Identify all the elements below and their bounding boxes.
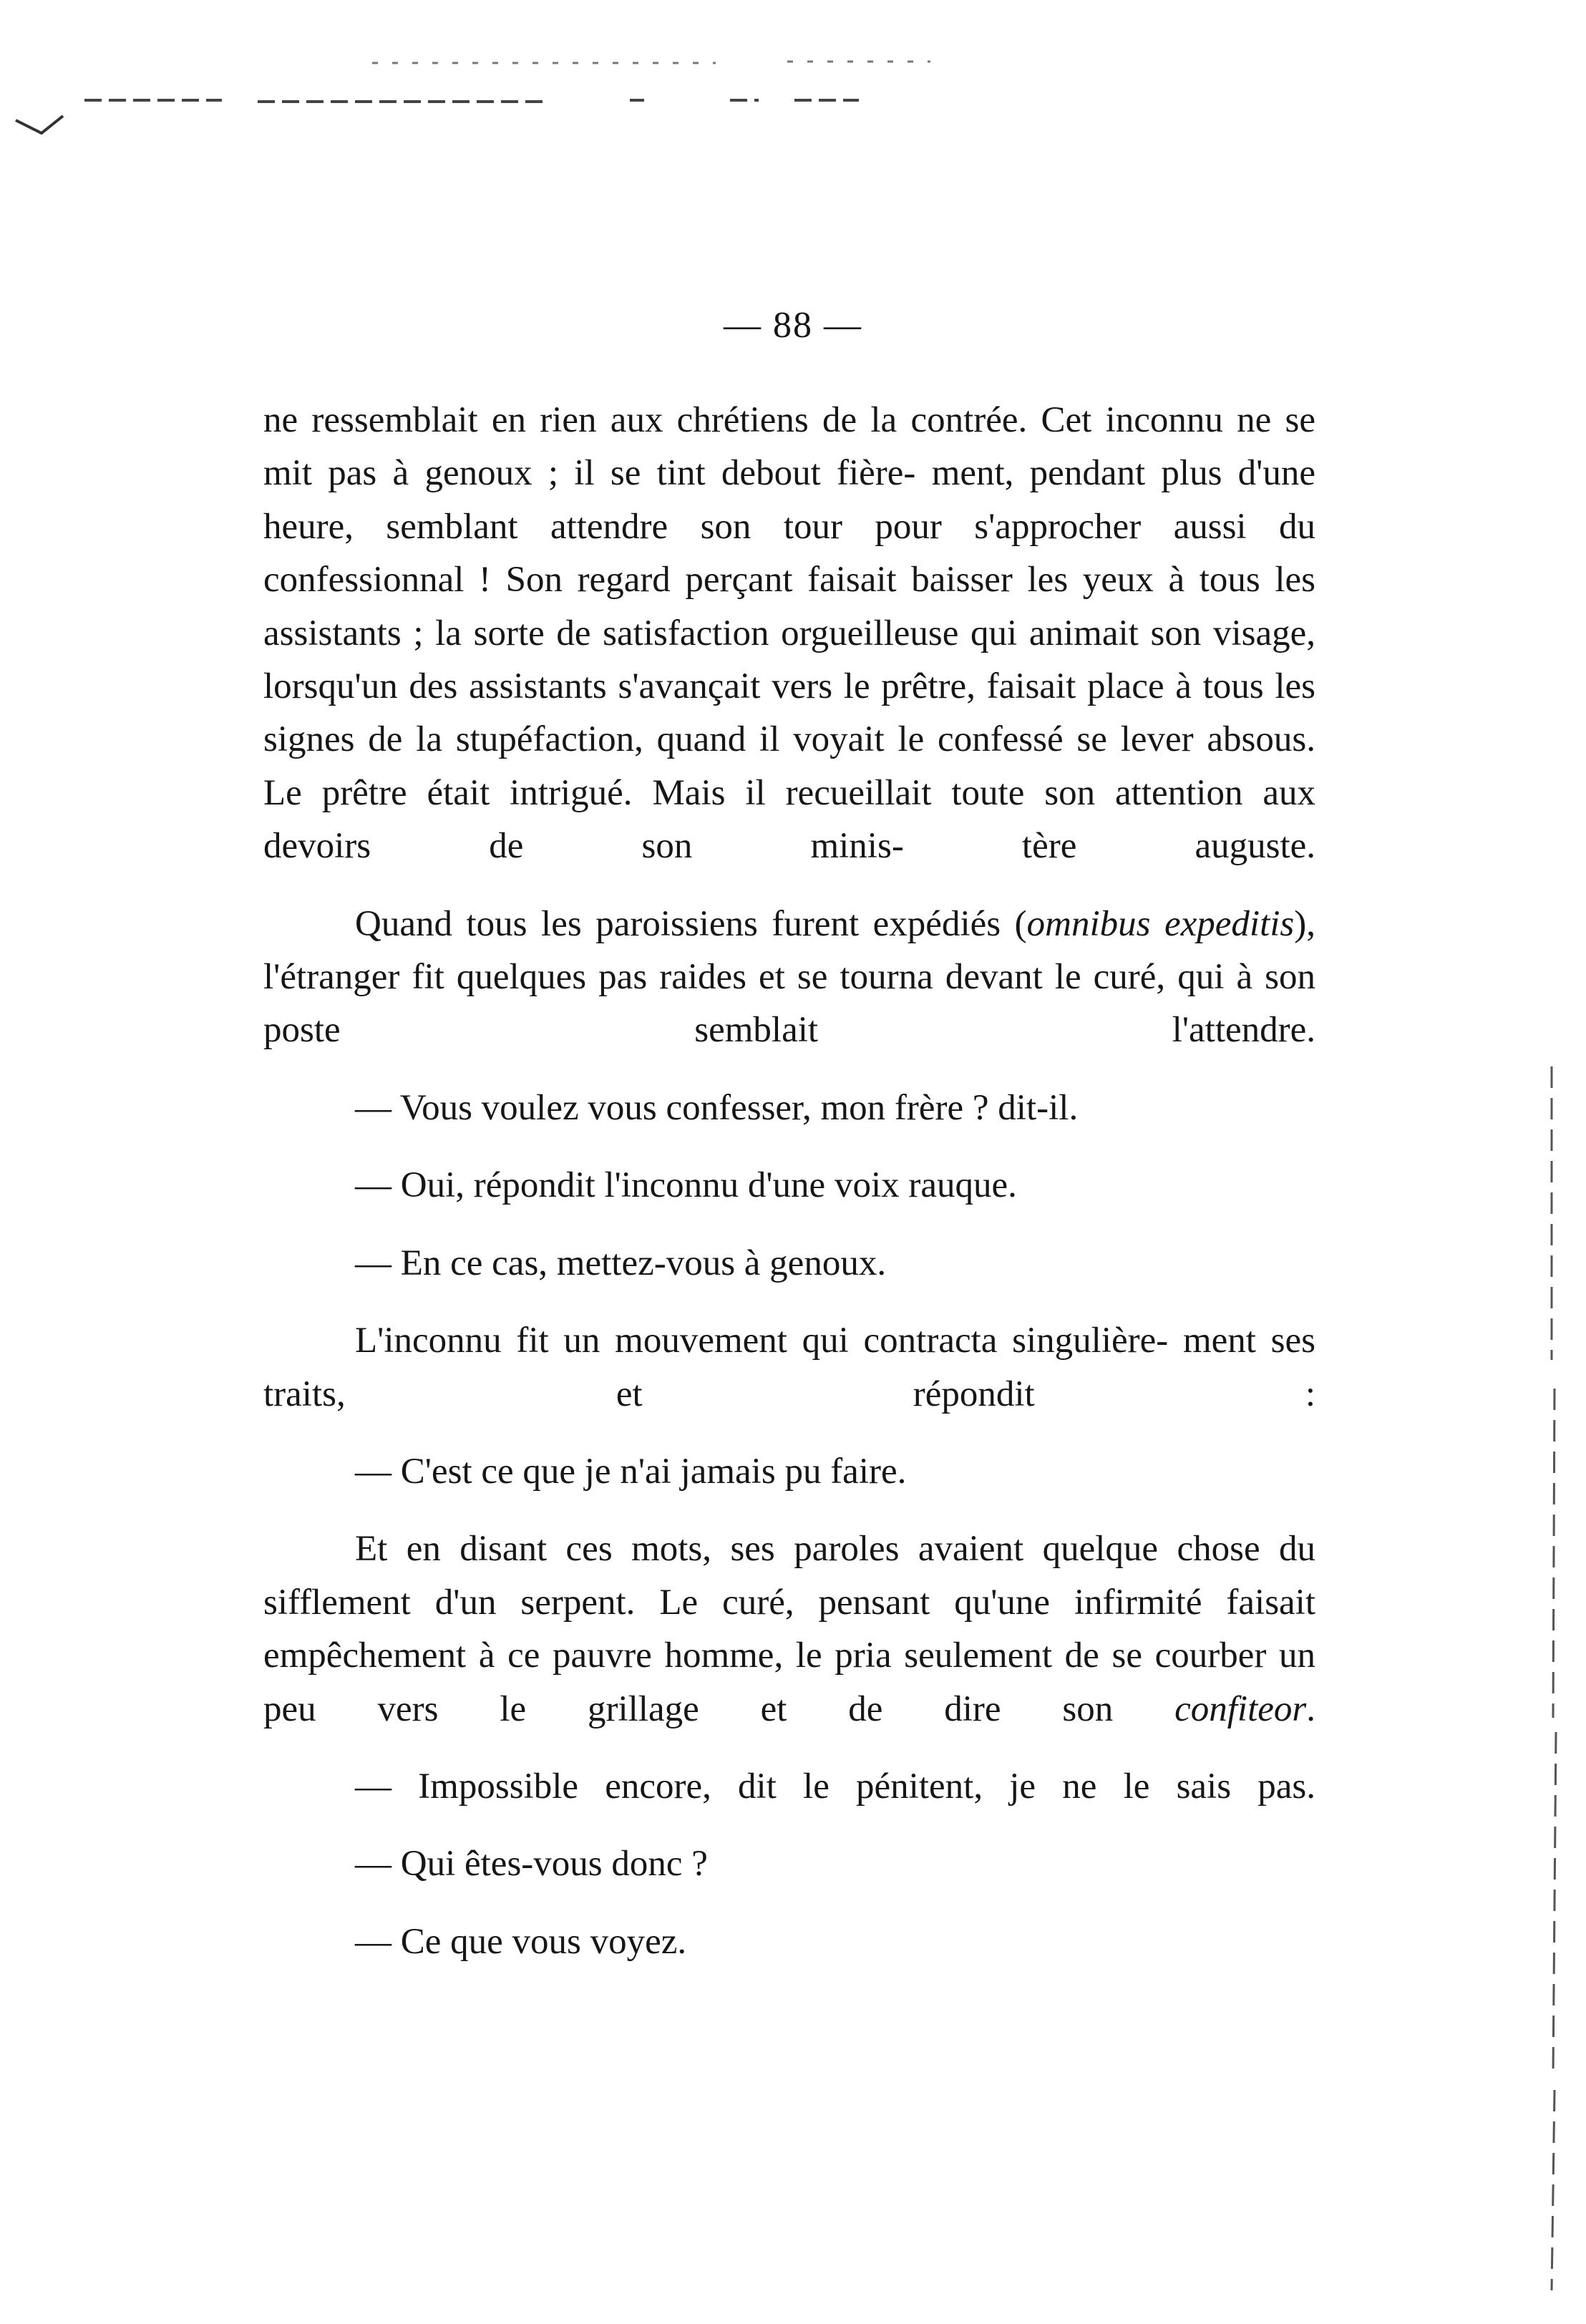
text-line: . [1306, 1688, 1315, 1729]
text-line: inconnu ne se mit pas à genoux ; il se tint debout fière- [263, 400, 1315, 494]
latin-italic: omnibus [1026, 903, 1151, 944]
text-line: chose du sifflement d'un serpent. Le curé, pensant qu'une [263, 1529, 1316, 1623]
scan-tick-mark [16, 116, 63, 133]
text-line: il recueillait toute son attention aux devoirs de son minis- [263, 772, 1316, 867]
paragraph-impossible [263, 1760, 1315, 1813]
paragraph-continuation [263, 394, 1315, 873]
text-line: tour pour s'approcher aussi du confessionnal ! Son regard [263, 506, 1315, 601]
text-line: sorte de satisfaction orgueilleuse qui animait son visage, [473, 613, 1316, 653]
text-line: lorsqu'un des assistants s'avançait vers le prêtre, faisait [263, 666, 1076, 707]
text-line: le confessé se lever absous. Le prêtre était intrigué. Mais [263, 719, 1316, 813]
scan-top-dots [372, 62, 930, 63]
text-line: ment, pendant plus d'une heure, semblant attendre son [263, 453, 1316, 547]
text-line: perçant faisait baisser les yeux à tous les assistants ; la [263, 560, 1316, 653]
paragraph-expedies [263, 898, 1315, 1057]
text-line: infirmité faisait empêchement à ce pauvre homme, le pria [263, 1582, 1316, 1676]
dialogue-line: — Vous voulez vous confesser, mon frère ? dit-il. [355, 1087, 1079, 1128]
text-line: L'inconnu fit un mouvement qui contracta singulière- [355, 1321, 1169, 1361]
text-line: place à tous les signes de la stupéfaction, quand il voyait [263, 666, 1316, 760]
text-line: devant le curé, qui à son poste semblait l'attendre. [263, 957, 1316, 1051]
dialogue-line: — Ce que vous voyez. [355, 1921, 687, 1962]
text-line: seulement de se courber un peu vers le grillage et de dire [263, 1635, 1316, 1729]
text-line: — Impossible encore, dit le pénitent, je ne le sais [355, 1766, 1232, 1807]
text-line: Quand tous les paroissiens furent expédiés ( [355, 903, 1027, 944]
dialogue-line: — Qui êtes-vous donc ? [355, 1844, 708, 1885]
text-line: ne ressemblait en rien aux chrétiens de la contrée. Cet [263, 400, 1092, 440]
text-line: tère auguste. [1021, 826, 1315, 867]
page-number: — 88 — [724, 305, 862, 346]
page-body [263, 394, 1315, 1968]
paragraph-mouvement [263, 1314, 1315, 1421]
paragraph-serpent [263, 1522, 1315, 1736]
dialogue-line: — C'est ce que je n'ai jamais pu faire. [355, 1451, 907, 1492]
dialogue-line: — En ce cas, mettez-vous à genoux. [355, 1243, 887, 1283]
text-line: Et en disant ces mots, ses paroles avaient quelque [355, 1529, 1159, 1570]
text-line: ), l'étranger fit quelques pas raides et se tourna [263, 903, 1315, 998]
text-line: pas. [1257, 1766, 1315, 1807]
scan-right-edge [1552, 1066, 1556, 2290]
latin-italic: expeditis [1164, 903, 1295, 944]
latin-italic: confiteor [1174, 1688, 1307, 1729]
scan-top-rule [84, 100, 859, 102]
dialogue-line: — Oui, répondit l'inconnu d'une voix rauque. [355, 1165, 1017, 1206]
text-line: ment ses traits, et répondit : [263, 1321, 1315, 1414]
text-line: son [1062, 1688, 1175, 1729]
